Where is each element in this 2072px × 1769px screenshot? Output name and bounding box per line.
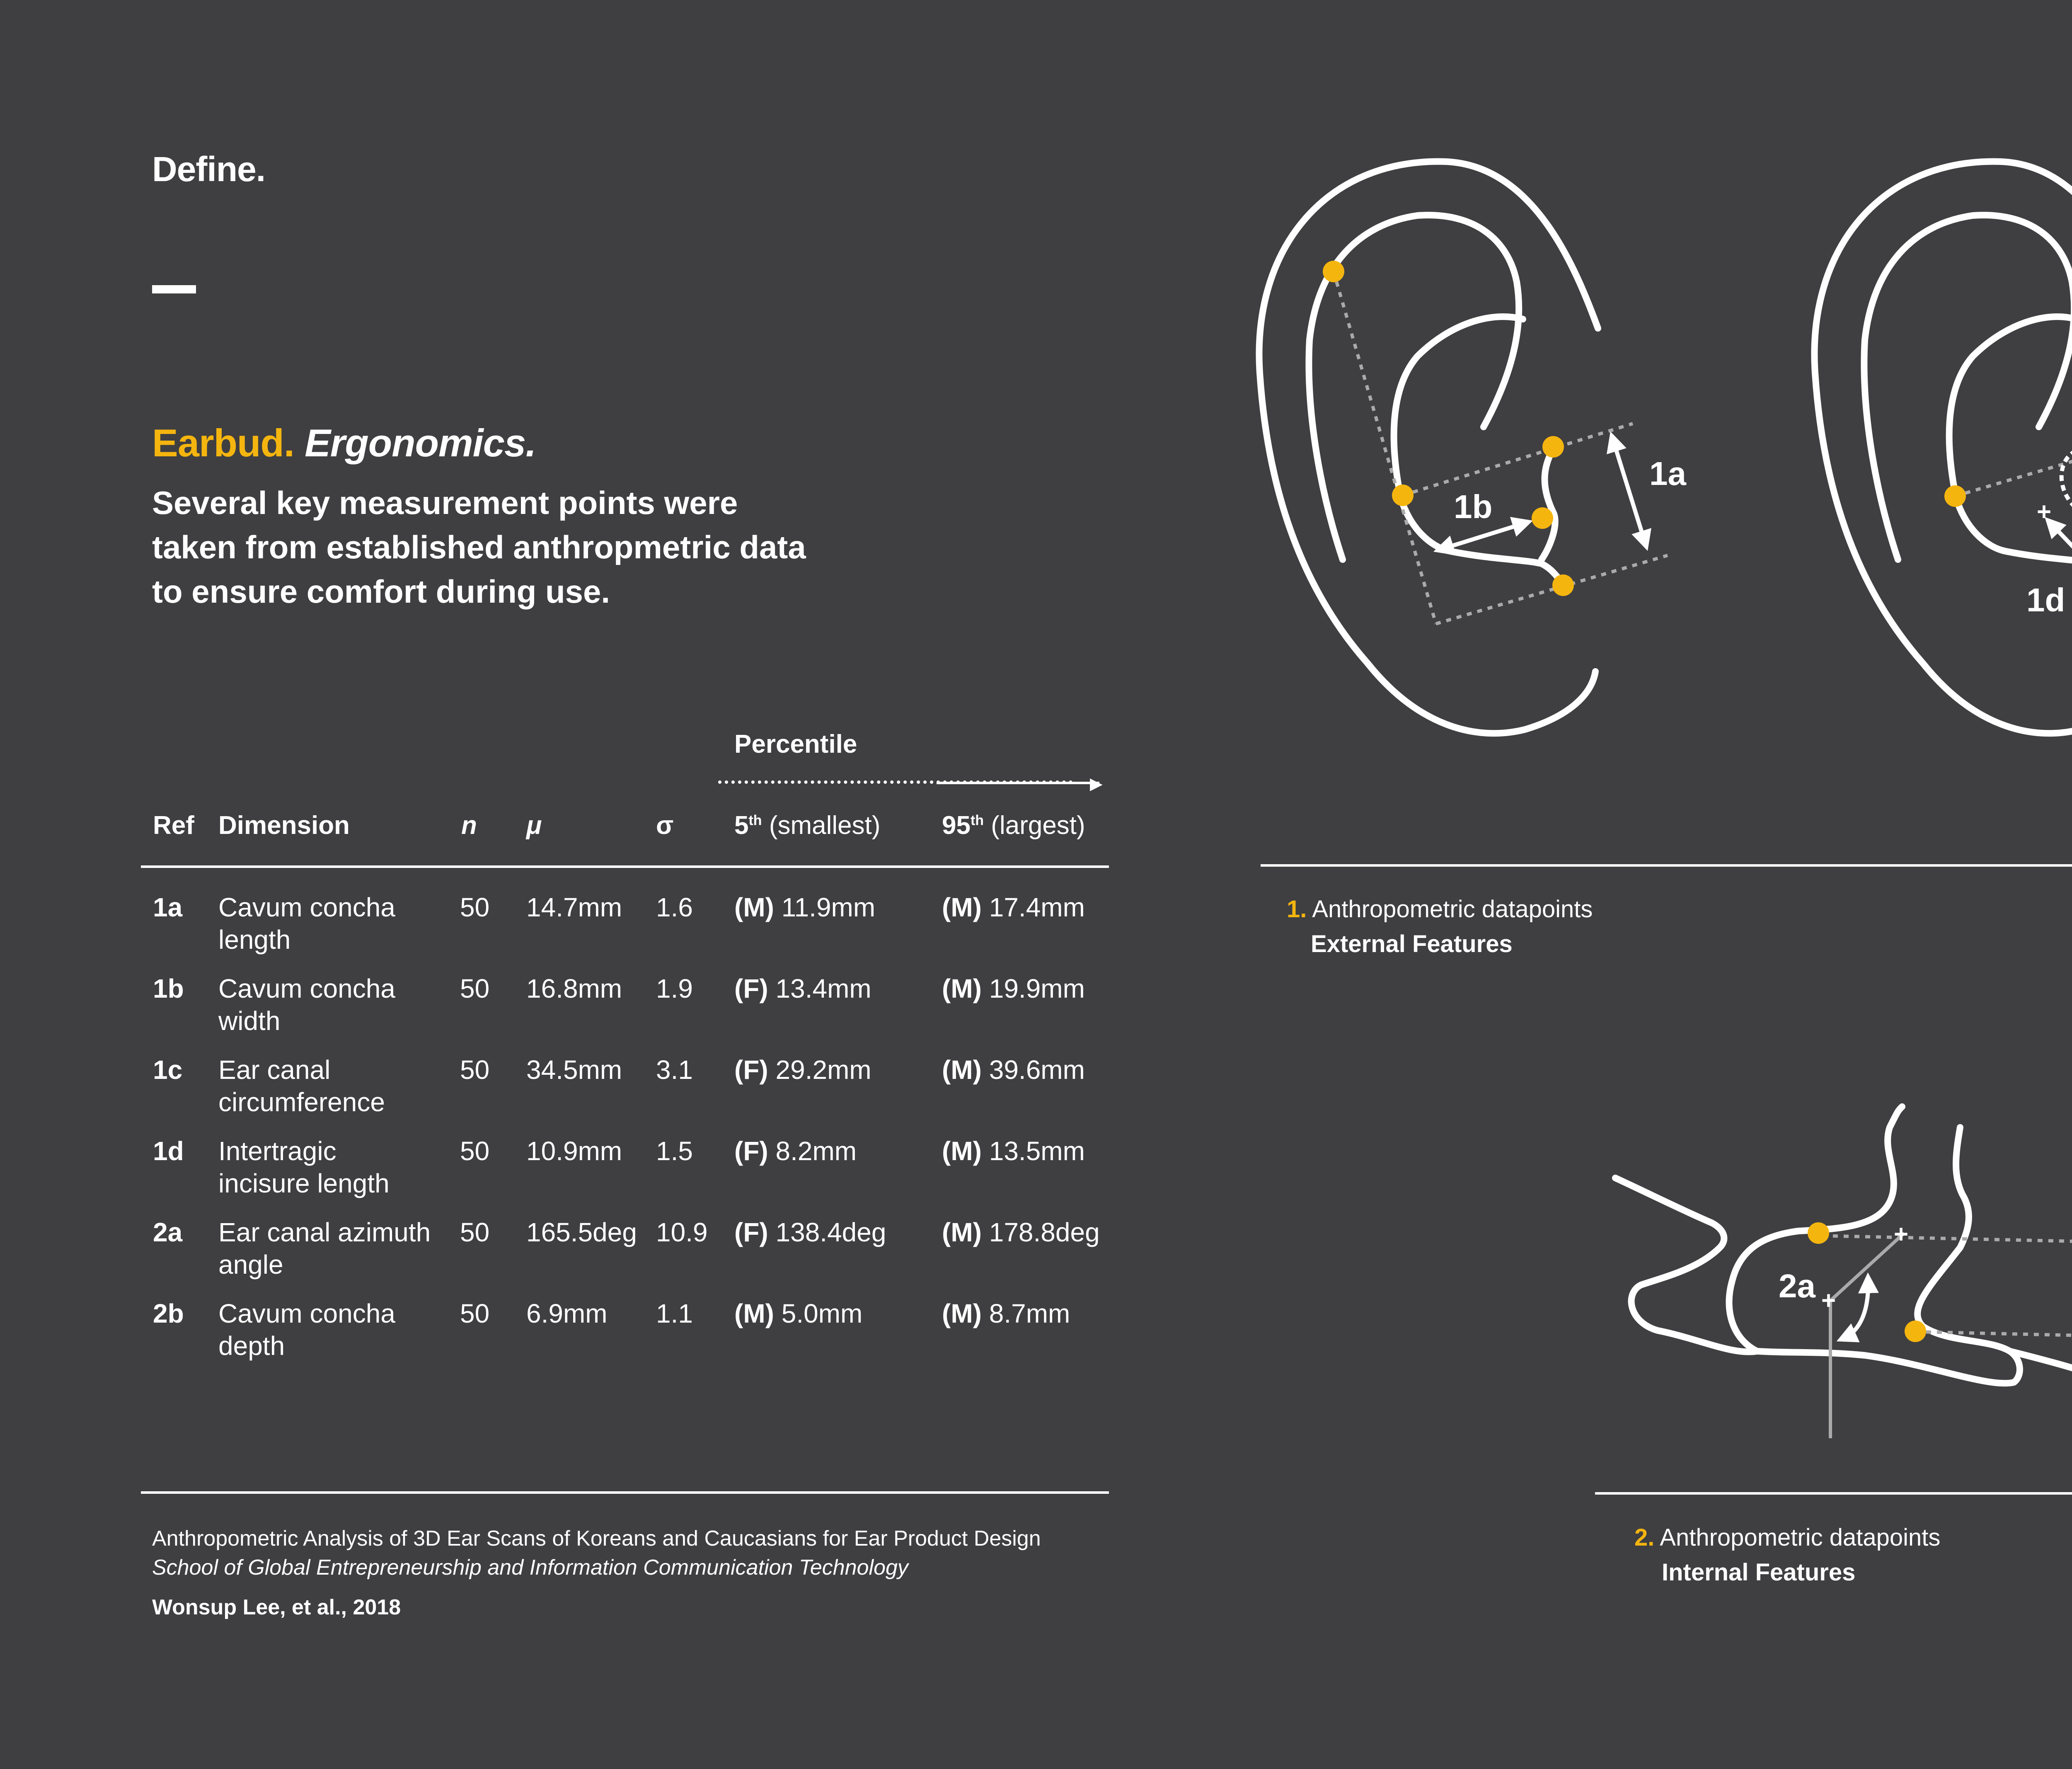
cell-dimension: Cavum concha depth: [218, 1299, 395, 1361]
p5-sex: (F): [734, 1136, 768, 1166]
col-header-dimension: Dimension: [218, 811, 350, 840]
p5-sex: (M): [734, 1299, 774, 1328]
cell-sigma: 10.9: [656, 1217, 708, 1247]
cell-mean: 16.8mm: [526, 974, 622, 1003]
cell-sigma: 3.1: [656, 1055, 693, 1085]
p5-value: 29.2mm: [768, 1055, 871, 1085]
cell-ref: 1c: [153, 1055, 183, 1085]
cell-dimension: Cavum concha width: [218, 974, 395, 1036]
section-title: Define.: [152, 150, 266, 189]
figure1-subtitle: External Features: [1311, 931, 1513, 957]
p5-value: 13.4mm: [768, 974, 871, 1003]
p95-note: (largest): [991, 811, 1085, 840]
cell-n: 50: [460, 1136, 490, 1166]
headline-italic: Ergonomics.: [305, 421, 536, 465]
figure1-number: 1.: [1287, 896, 1307, 923]
p5-note: (smallest): [769, 811, 881, 840]
p5-number: 5: [734, 811, 749, 840]
cell-dimension: Ear canal circumference: [218, 1055, 385, 1117]
p95-sex: (M): [942, 892, 982, 922]
ear-external-right: [1814, 162, 2072, 734]
p5-suffix: th: [748, 812, 762, 829]
cell-sigma: 1.9: [656, 974, 693, 1003]
label-2a: 2a: [1779, 1267, 1815, 1304]
cell-ref: 1a: [153, 892, 183, 922]
cell-mean: 165.5deg: [526, 1217, 637, 1247]
p5-sex: (F): [734, 1055, 768, 1085]
datapoint: [1944, 485, 1966, 507]
percentile-label: Percentile: [734, 730, 857, 758]
ear-outer-helix: [1814, 162, 2072, 734]
p95-value: 8.7mm: [981, 1299, 1070, 1328]
datapoint: [1552, 574, 1574, 596]
reference-title: Anthropometric Analysis of 3D Ear Scans of Koreans and Caucasians for Ear Product Design: [152, 1527, 1041, 1551]
cell-ref: 2a: [153, 1217, 183, 1247]
figure1-title: Anthropometric datapoints: [1312, 896, 1593, 923]
cell-n: 50: [460, 892, 490, 922]
p95-sex: (M): [942, 1299, 982, 1328]
reference-institution: School of Global Entrepreneurship and Information Communication Technology: [152, 1556, 908, 1580]
p95-suffix: th: [970, 812, 984, 829]
p95-value: 19.9mm: [981, 974, 1085, 1003]
ear-tragus: [1542, 448, 1555, 560]
cross-section-outer: [1615, 1107, 1902, 1352]
p95-sex: (M): [942, 974, 982, 1003]
col-header-ref: Ref: [153, 811, 194, 840]
plus-icon: +: [1821, 1287, 1836, 1314]
cell-sigma: 1.6: [656, 892, 693, 922]
plus-icon: +: [2037, 498, 2052, 526]
figure2-subtitle: Internal Features: [1662, 1559, 1856, 1586]
p5-value: 8.2mm: [768, 1136, 857, 1166]
cell-mean: 34.5mm: [526, 1055, 622, 1085]
datapoint: [1808, 1222, 1829, 1244]
cell-n: 50: [460, 974, 490, 1003]
p95-sex: (M): [942, 1136, 982, 1166]
datapoint: [1392, 485, 1414, 506]
p5-sex: (F): [734, 1217, 768, 1247]
p95-value: 39.6mm: [981, 1055, 1085, 1085]
cell-dimension: Ear canal azimuth angle: [218, 1217, 431, 1279]
p5-sex: (M): [734, 892, 774, 922]
col-header-mu: μ: [526, 811, 542, 840]
figure2-title: Anthropometric datapoints: [1660, 1524, 1941, 1551]
cell-ref: 1d: [153, 1136, 184, 1166]
arrow-1b: [1441, 523, 1525, 549]
p5-sex: (F): [734, 974, 768, 1003]
ear-cross-section: [1615, 1107, 2072, 1395]
arrow-1d: [2050, 523, 2072, 578]
p5-value: 138.4deg: [768, 1217, 886, 1247]
datapoint: [1905, 1321, 1926, 1342]
label-1a: 1a: [1649, 455, 1686, 492]
arrow-right-icon: ▶: [1090, 775, 1103, 793]
p95-value: 17.4mm: [981, 892, 1085, 922]
headline-accent: Earbud.: [152, 421, 294, 465]
cell-dimension: Cavum concha length: [218, 892, 395, 955]
cell-ref: 1b: [153, 974, 184, 1003]
cell-n: 50: [460, 1055, 490, 1085]
plus-icon: +: [1894, 1220, 1909, 1248]
intro-text: Several key measurement points were taken from established anthropmetric data to ensure comfort during use.: [152, 485, 806, 610]
datapoint: [1542, 436, 1564, 458]
p5-value: 11.9mm: [774, 892, 876, 922]
label-1d: 1d: [2026, 582, 2065, 618]
figure2-number: 2.: [1634, 1524, 1655, 1551]
ear-antihelix: [1949, 317, 2072, 584]
p95-value: 178.8deg: [981, 1217, 1100, 1247]
label-1b: 1b: [1454, 488, 1493, 525]
col-header-n: n: [461, 811, 477, 840]
p5-value: 5.0mm: [774, 1299, 863, 1328]
reference-authors: Wonsup Lee, et al., 2018: [152, 1595, 401, 1619]
arrow-2a: [1844, 1281, 1868, 1338]
cell-n: 50: [460, 1299, 490, 1328]
p95-number: 95: [942, 811, 971, 840]
datapoint: [1532, 507, 1553, 529]
cell-mean: 14.7mm: [526, 892, 622, 922]
datapoint: [1323, 261, 1344, 282]
cell-sigma: 1.1: [656, 1299, 693, 1328]
cell-sigma: 1.5: [656, 1136, 693, 1166]
cell-mean: 10.9mm: [526, 1136, 622, 1166]
p95-sex: (M): [942, 1055, 982, 1085]
p95-value: 13.5mm: [981, 1136, 1085, 1166]
cell-dimension: Intertragic incisure length: [218, 1136, 390, 1198]
p95-sex: (M): [942, 1217, 982, 1247]
cell-ref: 2b: [153, 1299, 184, 1328]
cell-mean: 6.9mm: [526, 1299, 608, 1328]
col-header-sigma: σ: [656, 811, 674, 840]
ear2-guides: [1955, 427, 2072, 496]
cell-n: 50: [460, 1217, 490, 1247]
cross-section-arrows: [1844, 1256, 2072, 1338]
arrow-1a: [1613, 439, 1645, 543]
